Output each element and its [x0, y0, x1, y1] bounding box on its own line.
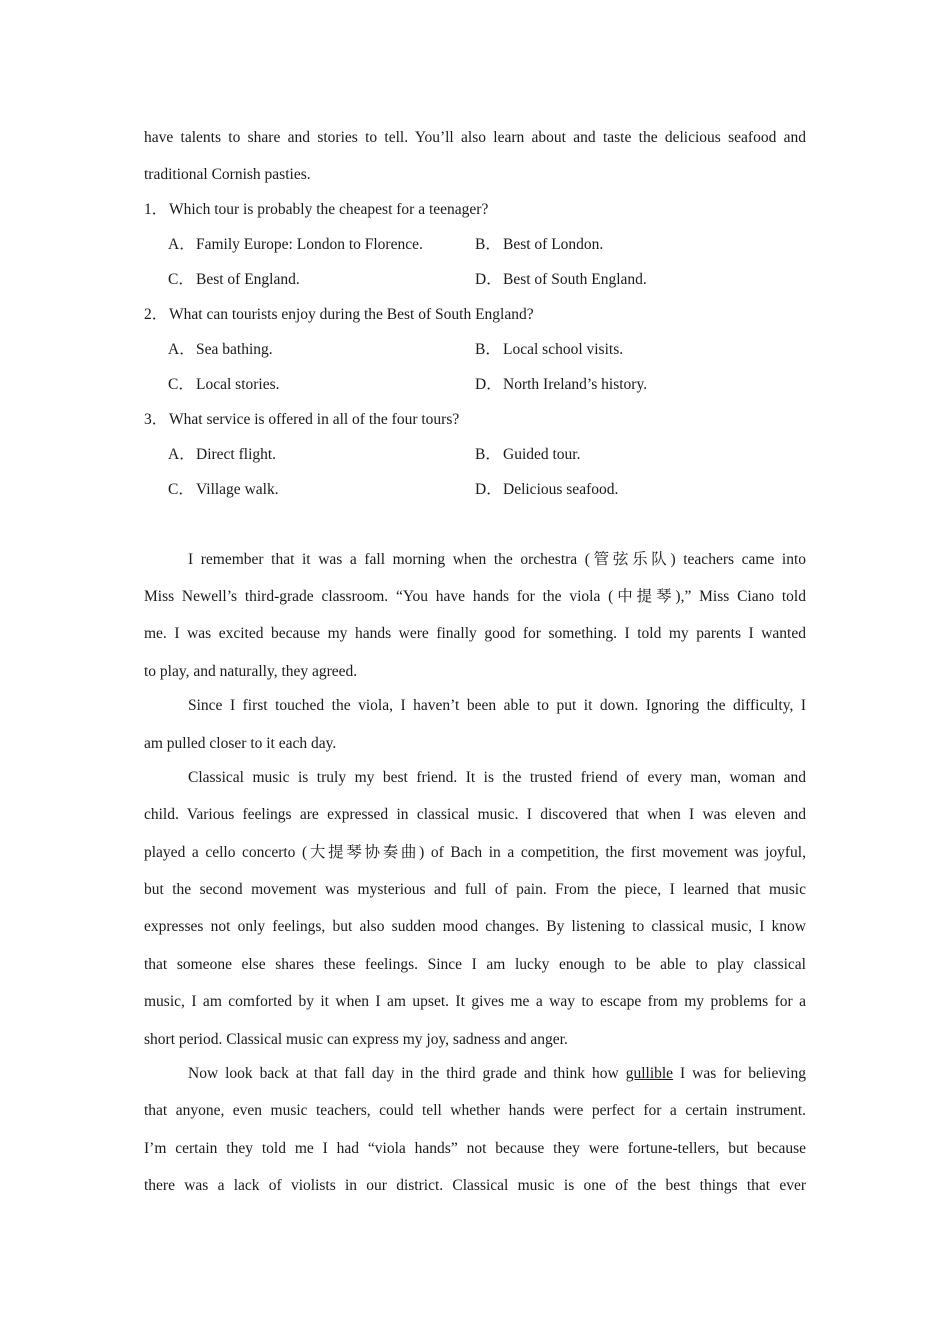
option-b[interactable]: B． Best of London.	[475, 236, 604, 253]
option-c[interactable]: C． Best of England.	[168, 271, 300, 288]
question-text: Which tour is probably the cheapest for a teenager?	[169, 201, 489, 218]
option-b[interactable]: B． Local school visits.	[475, 341, 624, 358]
question-text: What can tourists enjoy during the Best of South England?	[169, 306, 534, 323]
passage-p1-line-1: I remember that it was a fall morning when the orchestra (管弦乐队) teachers came into	[188, 551, 806, 568]
option-b[interactable]: B． Guided tour.	[475, 446, 581, 463]
question-text: What service is offered in all of the four tours?	[169, 411, 460, 428]
passage-p2-line-2: am pulled closer to it each day.	[144, 735, 337, 752]
option-c[interactable]: C． Local stories.	[168, 376, 280, 393]
question-3	[144, 410, 806, 430]
passage-p1-line-2: Miss Newell’s third-grade classroom. “You have hands for the viola (中提琴),” Miss Ciano told	[144, 588, 806, 605]
option-d[interactable]: D．Delicious seafood.	[475, 481, 619, 498]
question-number: 3．	[144, 411, 168, 428]
question-number: 1．	[144, 201, 168, 218]
passage-p3-line-3: played a cello concerto (大提琴协奏曲) of Bach in a competition, the first movement was joyful,	[144, 844, 806, 861]
passage-p4-line-3: I’m certain they told me I had “viola hands” not because they were fortune-tellers, but because	[144, 1140, 806, 1157]
passage-p3-line-2: child. Various feelings are expressed in classical music. I discovered that when I was eleven and	[144, 806, 806, 823]
question-2	[144, 305, 806, 325]
passage-p3-line-1: Classical music is truly my best friend. It is the trusted friend of every man, woman and	[188, 769, 806, 786]
option-a[interactable]: A．Sea bathing.	[168, 341, 273, 358]
passage-p1-line-4: to play, and naturally, they agreed.	[144, 663, 358, 680]
question-1	[144, 200, 806, 220]
passage-p4-line-1: Now look back at that fall day in the third grade and think how gullible I was for believing	[188, 1065, 806, 1082]
passage-p4-line-4: there was a lack of violists in our district. Classical music is one of the best things that ever	[144, 1177, 806, 1194]
passage-p3-line-5: expresses not only feelings, but also sudden mood changes. By listening to classical music, I know	[144, 918, 806, 935]
passage-p3-line-6: that someone else shares these feelings. Since I am lucky enough to be able to play classical	[144, 956, 806, 973]
intro-line-1: have talents to share and stories to tell. You’ll also learn about and taste the delicious seafood and	[144, 129, 806, 146]
passage-p4-line-2: that anyone, even music teachers, could tell whether hands were perfect for a certain instrument.	[144, 1102, 806, 1119]
option-c[interactable]: C． Village walk.	[168, 481, 279, 498]
passage-p3-line-8: short period. Classical music can express my joy, sadness and anger.	[144, 1031, 568, 1048]
passage-p1-line-3: me. I was excited because my hands were finally good for something. I told my parents I wanted	[144, 625, 806, 642]
passage-p3-line-4: but the second movement was mysterious and full of pain. From the piece, I learned that music	[144, 881, 806, 898]
underlined-word: gullible	[625, 1065, 674, 1082]
passage-p2-line-1: Since I first touched the viola, I haven’t been able to put it down. Ignoring the difficulty, I	[188, 697, 806, 714]
option-d[interactable]: D．North Ireland’s history.	[475, 376, 648, 393]
option-a[interactable]: A．Family Europe: London to Florence.	[168, 236, 423, 253]
intro-line-2: traditional Cornish pasties.	[144, 166, 311, 183]
passage-p3-line-7: music, I am comforted by it when I am upset. It gives me a way to escape from my problems for a	[144, 993, 806, 1010]
option-a[interactable]: A．Direct flight.	[168, 446, 277, 463]
option-d[interactable]: D．Best of South England.	[475, 271, 647, 288]
question-number: 2．	[144, 306, 168, 323]
